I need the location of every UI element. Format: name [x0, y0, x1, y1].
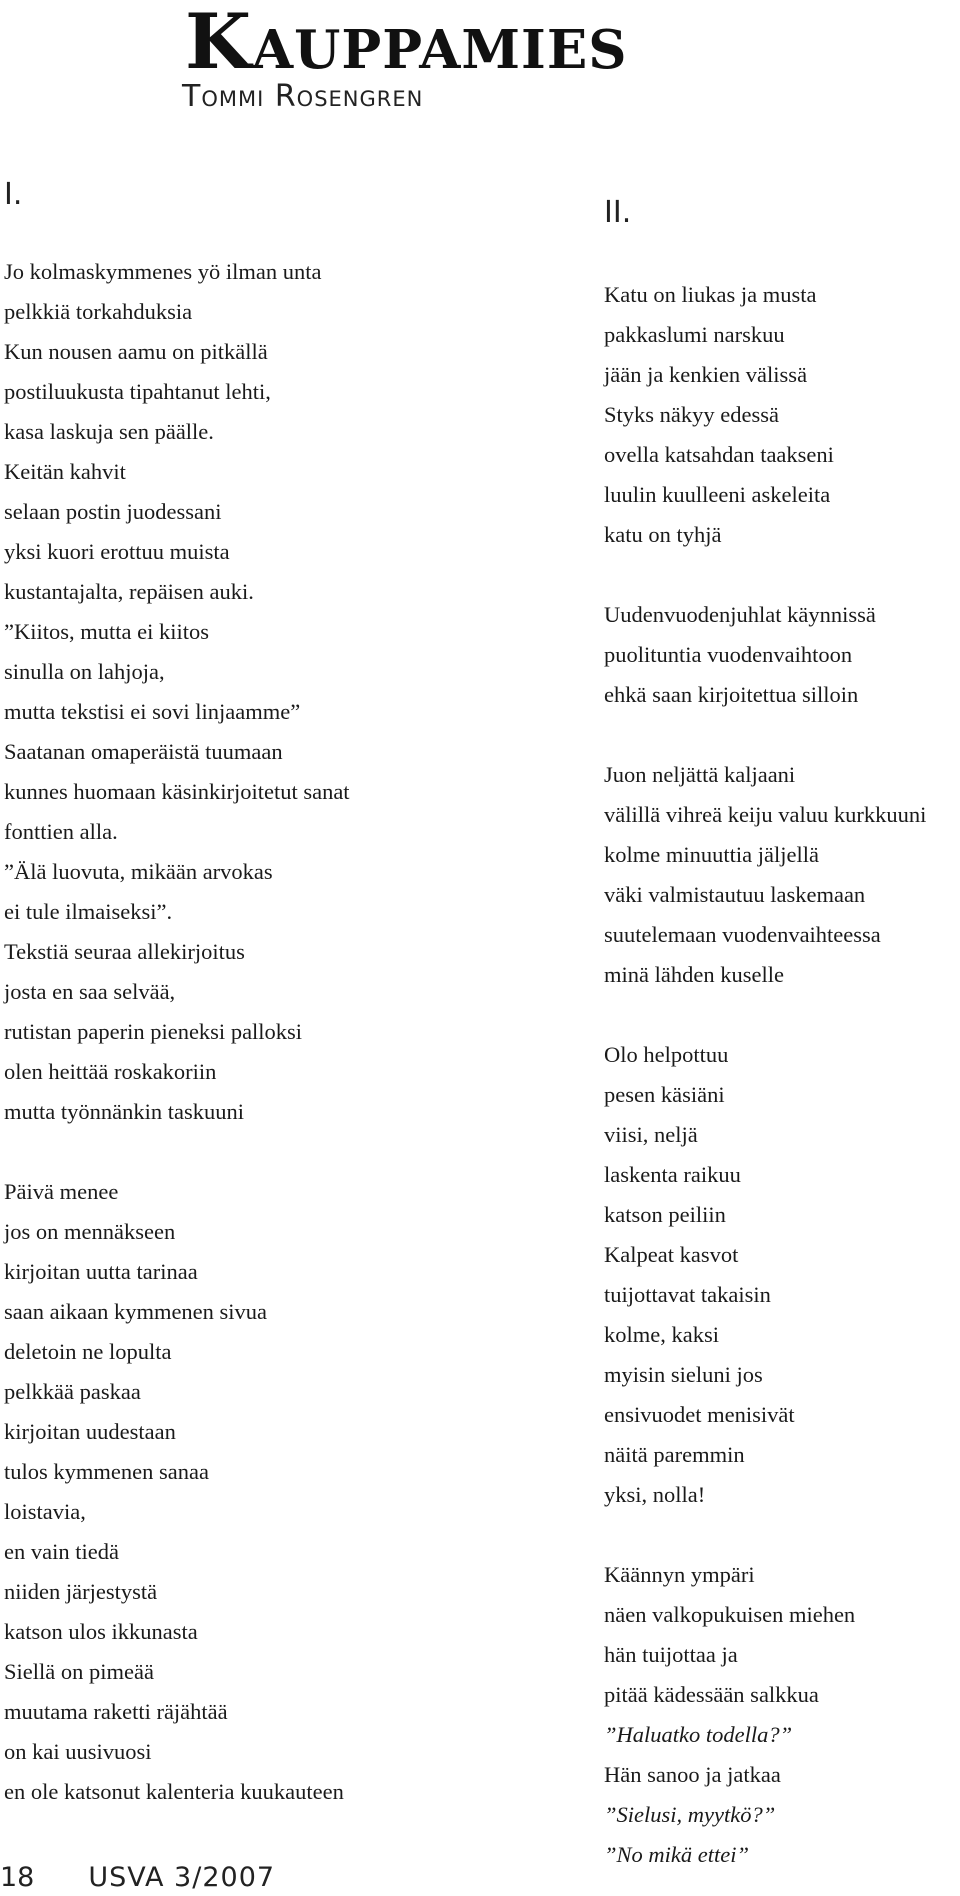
stanza [604, 755, 960, 995]
poem-line: postiluukusta tipahtanut lehti, [4, 379, 271, 404]
poem-line: Tekstiä seuraa allekirjoitus [4, 939, 245, 964]
poem-line: josta en saa selvää, [4, 979, 176, 1004]
page-footer [0, 1862, 275, 1894]
poem-line: mutta tekstisi ei sovi linjaamme” [4, 699, 301, 724]
poem-line: on kai uusivuosi [4, 1739, 152, 1764]
poem-line: yksi, nolla! [604, 1482, 706, 1507]
poem-line: ei tule ilmaiseksi”. [4, 899, 173, 924]
poem-line: sinulla on lahjoja, [4, 659, 165, 684]
poem-line: luulin kuulleeni askeleita [604, 482, 831, 507]
poem-line: kasa laskuja sen päälle. [4, 419, 214, 444]
poem-line: kolme minuuttia jäljellä [604, 842, 819, 867]
poem-line: tulos kymmenen sanaa [4, 1459, 209, 1484]
poem-line: katson ulos ikkunasta [4, 1619, 198, 1644]
author-name: Tommi Rosengren [182, 79, 424, 114]
poem-line: ”Sielusi, myytkö?” [604, 1802, 776, 1827]
poem-line: Olo helpottuu [604, 1042, 729, 1067]
poem-line: en ole katsonut kalenteria kuukauteen [4, 1779, 344, 1804]
poem-line: Styks näkyy edessä [604, 402, 779, 427]
poem-line: katu on tyhjä [604, 522, 722, 547]
poem-line: ”Älä luovuta, mikään arvokas [4, 859, 273, 884]
poem-line: Hän sanoo ja jatkaa [604, 1762, 781, 1787]
stanza [604, 275, 960, 555]
poem-line: puolituntia vuodenvaihtoon [604, 642, 853, 667]
poem-line: Kun nousen aamu on pitkällä [4, 339, 268, 364]
poem-line: välillä vihreä keiju valuu kurkkuuni [604, 802, 927, 827]
poem-title: Kauppamies [185, 0, 628, 86]
poem-line: suutelemaan vuodenvaihteessa [604, 922, 881, 947]
stanza [604, 595, 960, 715]
poem-line: yksi kuori erottuu muista [4, 539, 230, 564]
poem-line: deletoin ne lopulta [4, 1339, 172, 1364]
poem-line: kirjoitan uudestaan [4, 1419, 176, 1444]
poem-line: Keitän kahvit [4, 459, 126, 484]
poem-line: jos on mennäkseen [4, 1219, 176, 1244]
poem-line: viisi, neljä [604, 1122, 698, 1147]
poem-line: mutta työnnänkin taskuuni [4, 1099, 244, 1124]
poem-line: Päivä menee [4, 1179, 119, 1204]
poem-line: minä lähden kuselle [604, 962, 784, 987]
poem-line: ensivuodet menisivät [604, 1402, 795, 1427]
poem-line: myisin sieluni jos [604, 1362, 763, 1387]
poem-line: Juon neljättä kaljaani [604, 762, 796, 787]
poem-line: jään ja kenkien välissä [604, 362, 808, 387]
poem-line: ovella katsahdan taakseni [604, 442, 834, 467]
poem-line: loistavia, [4, 1499, 86, 1524]
poem-line: Saatanan omaperäistä tuumaan [4, 739, 283, 764]
poem-line: ”Kiitos, mutta ei kiitos [4, 619, 209, 644]
page-number: 18 [0, 1862, 35, 1893]
poem-line: saan aikaan kymmenen sivua [4, 1299, 268, 1324]
poem-line: pesen käsiäni [604, 1082, 725, 1107]
poem-line: laskenta raikuu [604, 1162, 741, 1187]
poem-line: pelkkiä torkahduksia [4, 299, 193, 324]
poem-line: Uudenvuodenjuhlat käynnissä [604, 602, 876, 627]
poem-line: olen heittää roskakoriin [4, 1059, 217, 1084]
poem-line: näitä paremmin [604, 1442, 745, 1467]
poem-section-1 [4, 252, 564, 1812]
stanza [604, 1555, 960, 1875]
stanza [604, 1035, 960, 1515]
poem-line: muutama raketti räjähtää [4, 1699, 228, 1724]
poem-line: pitää kädessään salkkua [604, 1682, 819, 1707]
poem-line: ehkä saan kirjoitettua silloin [604, 682, 859, 707]
poem-line: Jo kolmaskymmenes yö ilman unta [4, 259, 322, 284]
poem-line: niiden järjestystä [4, 1579, 158, 1604]
poem-line: pelkkää paskaa [4, 1379, 141, 1404]
poem-line: katson peiliin [604, 1202, 726, 1227]
poem-line: näen valkopukuisen miehen [604, 1602, 856, 1627]
poem-line: fonttien alla. [4, 819, 118, 844]
poem-line: kirjoitan uutta tarinaa [4, 1259, 198, 1284]
poem-line: Kalpeat kasvot [604, 1242, 739, 1267]
poem-line: kustantajalta, repäisen auki. [4, 579, 254, 604]
poem-line: kolme, kaksi [604, 1322, 719, 1347]
section-number-1: I. [4, 177, 23, 212]
stanza [4, 252, 564, 1132]
poem-line: ”No mikä ettei” [604, 1842, 749, 1867]
poem-line: hän tuijottaa ja [604, 1642, 738, 1667]
poem-line: Siellä on pimeää [4, 1659, 154, 1684]
poem-line: en vain tiedä [4, 1539, 119, 1564]
poem-line: Käännyn ympäri [604, 1562, 755, 1587]
section-number-2: II. [604, 195, 632, 230]
poem-line: rutistan paperin pieneksi palloksi [4, 1019, 303, 1044]
poem-line: väki valmistautuu laskemaan [604, 882, 866, 907]
poem-line: pakkaslumi narskuu [604, 322, 785, 347]
poem-line: Katu on liukas ja musta [604, 282, 817, 307]
poem-line: tuijottavat takaisin [604, 1282, 771, 1307]
poem-line: ”Haluatko todella?” [604, 1722, 793, 1747]
stanza [4, 1172, 564, 1812]
magazine-issue: USVA 3/2007 [88, 1862, 276, 1893]
poem-line: kunnes huomaan käsinkirjoitetut sanat [4, 779, 350, 804]
poem-section-2 [604, 275, 960, 1875]
poem-line: selaan postin juodessani [4, 499, 222, 524]
